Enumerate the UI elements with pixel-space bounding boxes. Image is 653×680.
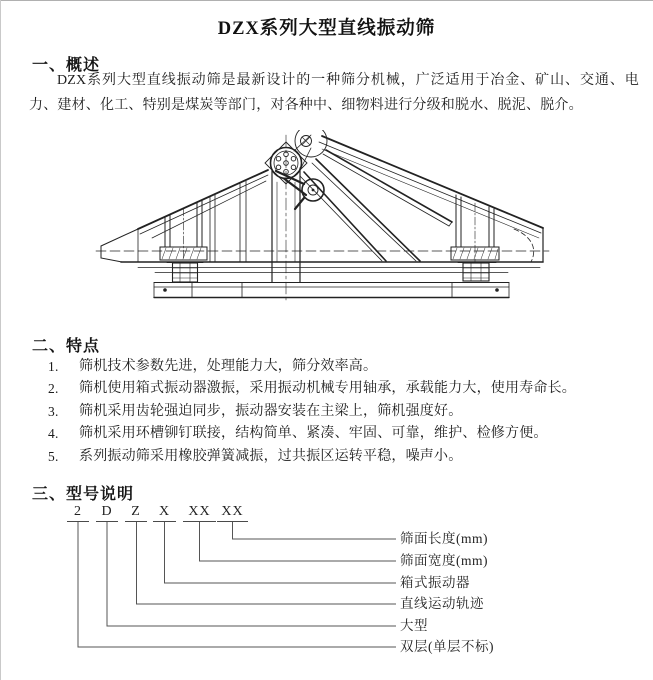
- page-title: DZX系列大型直线振动筛: [217, 19, 436, 39]
- section-heading-overview: 一、概述: [32, 55, 101, 74]
- model-code-char-large: D: [96, 504, 118, 522]
- model-label-large-type: 大型: [400, 618, 428, 633]
- features-list: [48, 356, 633, 468]
- scan-edge-top: [0, 0, 653, 1]
- model-code-char-length: XX: [217, 504, 248, 522]
- feature-number: 4.: [48, 426, 59, 442]
- model-code-char-vibrator: X: [153, 504, 176, 522]
- feature-text: 筛机使用箱式振动器激振，采用振动机械专用轴承，承载能力大，使用寿命长。: [79, 381, 576, 397]
- feature-number: 2.: [48, 381, 59, 397]
- model-label-screen-length: 筛面长度(mm): [400, 531, 488, 546]
- model-label-linear-motion: 直线运动轨迹: [400, 596, 484, 611]
- feature-text: 筛机采用环槽铆钉联接，结构简单、紧凑、牢固、可靠，维护、检修方便。: [79, 426, 548, 442]
- overview-paragraph: DZX系列大型直线振动筛是最新设计的一种筛分机械，广泛适用于冶金、矿山、交通、电力、建材、化工、特别是煤炭等部门，对各种中、细物料进行分级和脱水、脱泥、脱介。: [29, 73, 639, 113]
- feature-text: 筛机采用齿轮强迫同步，振动器安装在主梁上，筛机强度好。: [79, 403, 463, 419]
- feature-item: [48, 356, 633, 378]
- model-label-double-layer: 双层(单层不标): [400, 639, 494, 654]
- feature-number: 1.: [48, 359, 59, 374]
- section-heading-features: 二、特点: [32, 336, 101, 355]
- feature-item: [48, 401, 633, 423]
- model-code-char-linear: Z: [125, 504, 147, 522]
- model-label-box-vibrator: 箱式振动器: [400, 575, 470, 590]
- feature-text: 筛机技术参数先进，处理能力大，筛分效率高。: [79, 359, 378, 374]
- feature-item: [48, 423, 633, 445]
- section-heading-model: 三、型号说明: [32, 484, 135, 503]
- model-code-char-layers: 2: [67, 504, 89, 522]
- model-code-connector-lines: [0, 500, 420, 660]
- feature-text: 系列振动筛采用橡胶弹簧减振，过共振区运转平稳，噪声小。: [79, 448, 463, 464]
- model-label-screen-width: 筛面宽度(mm): [400, 553, 488, 568]
- model-code-char-width: XX: [183, 504, 216, 522]
- feature-number: 5.: [48, 448, 59, 464]
- feature-number: 3.: [48, 403, 59, 419]
- feature-item: [48, 378, 633, 400]
- vibrating-screen-technical-drawing: [0, 130, 653, 315]
- feature-item: [48, 446, 633, 468]
